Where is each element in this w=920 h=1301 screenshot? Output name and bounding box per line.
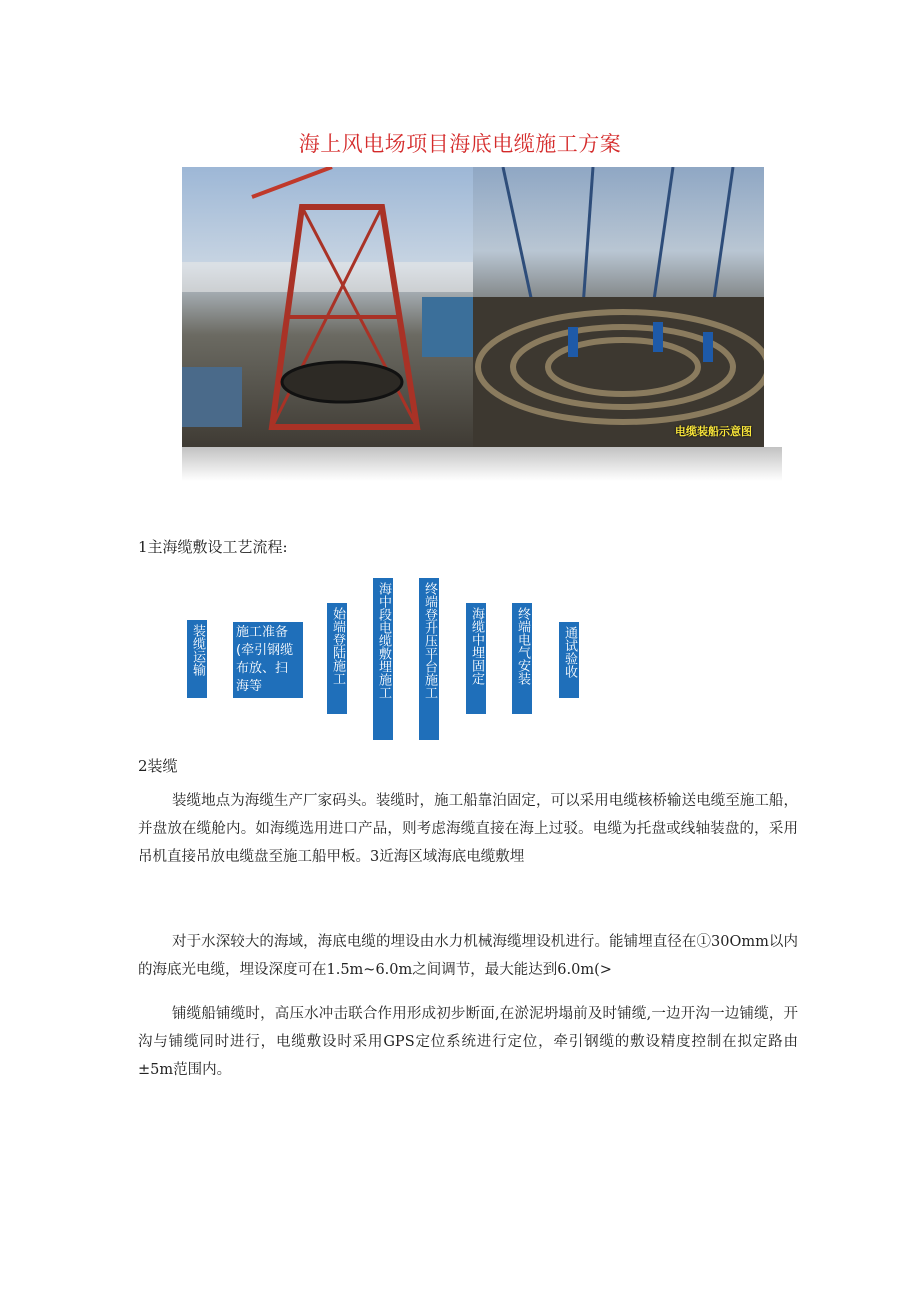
paragraph-laying-process: 铺缆船铺缆时，高压水冲击联合作用形成初步断面,在淤泥坍塌前及时铺缆,一边开沟一边铺缆，开沟与铺缆同时进行，电缆敷设时采用GPS定位系统进行定位，牵引钢缆的敷设精度控制在拟定路由±5m范围内。 [138, 1006, 798, 1078]
cable-loading-photo-left [182, 167, 473, 447]
flow-step-3: 始端登陆施工 [327, 603, 347, 714]
section2-heading: 2装缆 [138, 757, 178, 775]
paragraph-burial-machine: 对于水深较大的海域，海底电缆的埋设由水力机械海缆埋设机进行。能铺埋直径在①30Omm以内的海底光电缆，埋设深度可在1.5m~6.0m之间调节，最大能达到6.0m(> [138, 934, 798, 978]
page-title: 海上风电场项目海底电缆施工方案 [298, 132, 622, 156]
photo-caption: 电缆装船示意图 [675, 425, 752, 438]
flow-step-7: 终端电气安装 [512, 603, 532, 714]
flow-step-4: 海中段电缆敷埋施工 [373, 578, 393, 740]
flow-step-1: 装缆运输 [187, 620, 207, 698]
section1-heading: 1主海缆敷设工艺流程: [138, 538, 288, 556]
flow-step-6: 海缆中埋固定 [466, 603, 486, 714]
cable-loading-photo-right [473, 167, 764, 447]
flow-step-2: 施工准备(牵引钢缆布放、扫海等 [233, 622, 303, 698]
flow-step-5: 终端登升压平台施工 [419, 578, 439, 740]
flow-step-8: 通试验收 [559, 622, 579, 698]
paragraph-cable-loading: 装缆地点为海缆生产厂家码头。装缆时，施工船靠泊固定，可以采用电缆核桥输送电缆至施工船，并盘放在缆舱内。如海缆选用进口产品，则考虑海缆直接在海上过驳。电缆为托盘或线轴装盘的，采用吊机直接吊放电缆盘至施工船甲板。3近海区域海底电缆敷埋 [138, 793, 798, 865]
photo-reflection [182, 447, 782, 481]
